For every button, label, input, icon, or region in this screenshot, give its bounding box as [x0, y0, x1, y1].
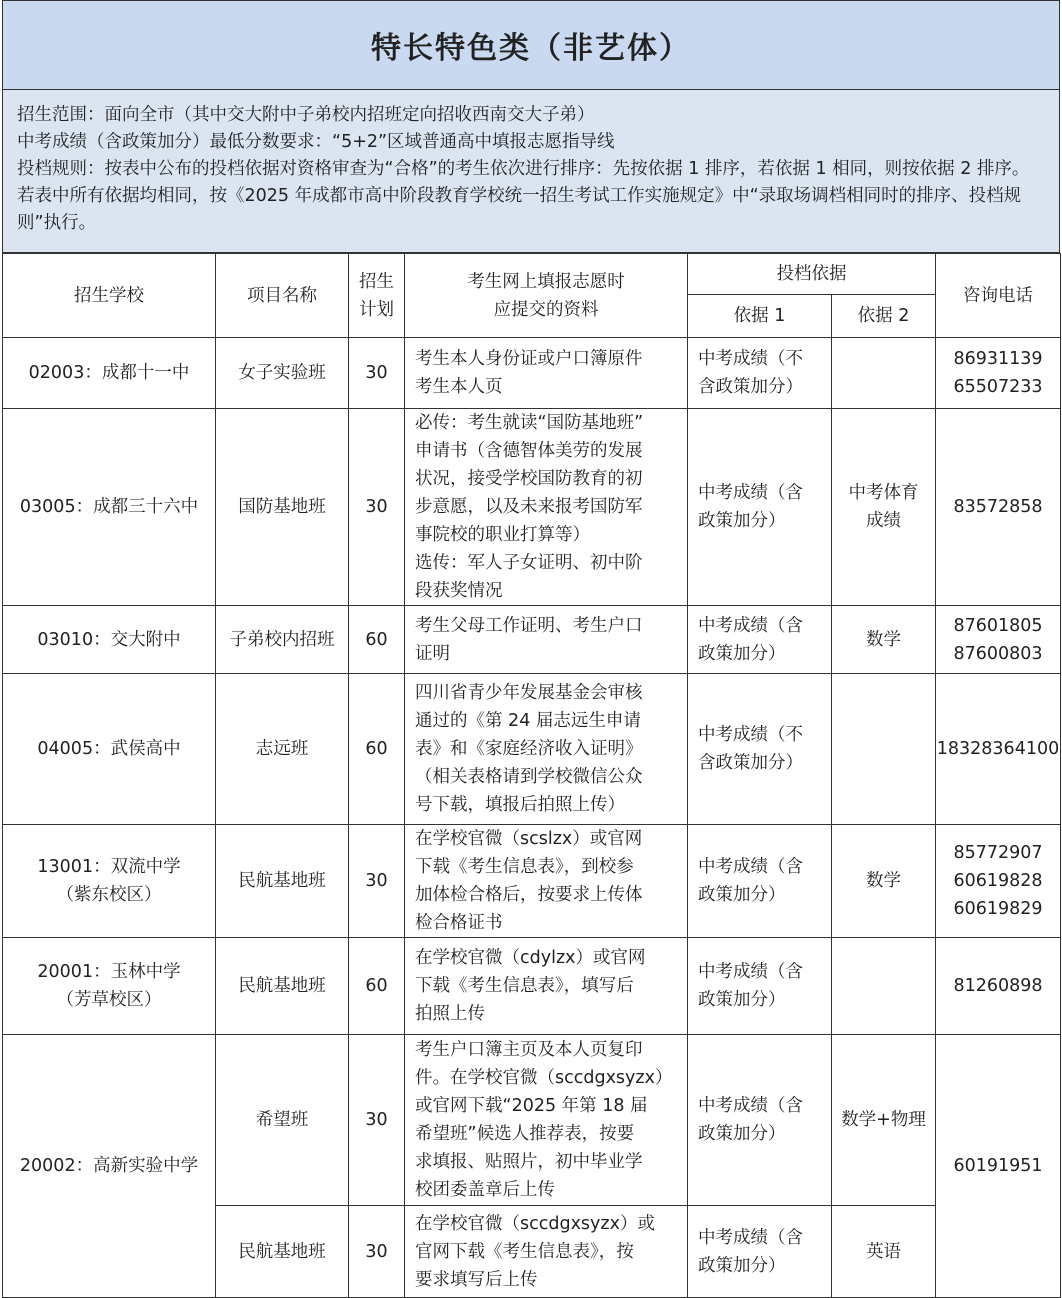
basis-line: 中考成绩（含 — [698, 1096, 803, 1116]
materials-line: 在学校官微（scslzx）或官网 — [415, 829, 643, 849]
header-school: 招生学校 — [3, 254, 216, 338]
materials-line: 在学校官微（sccdgxsyzx）或 — [415, 1213, 655, 1234]
basis-line: 政策加分） — [698, 1124, 786, 1144]
materials-line: 件。在学校官微（sccdgxsyzx） — [415, 1068, 673, 1088]
materials-line: 要求填写后上传 — [415, 1269, 538, 1290]
basis-line: 中考成绩（含 — [698, 615, 803, 636]
basis2-cell — [832, 938, 936, 1035]
school-line: （紫东校区） — [56, 885, 162, 905]
school-cell: 03005：成都三十六中 — [3, 409, 216, 606]
materials-line: 拍照上传 — [415, 1004, 485, 1024]
project-cell: 女子实验班 — [216, 338, 349, 409]
basis2-cell — [832, 338, 936, 409]
phone-number: 81260898 — [953, 976, 1043, 996]
school-line: 13001：双流中学 — [37, 857, 181, 877]
project-cell: 子弟校内招班 — [216, 606, 349, 674]
header-basis1: 依据 1 — [688, 295, 832, 338]
plan-cell: 60 — [349, 938, 405, 1035]
plan-cell: 60 — [349, 606, 405, 674]
materials-cell — [405, 825, 688, 938]
plan-cell: 30 — [349, 1035, 405, 1206]
materials-line: 证明 — [415, 643, 450, 664]
phone-number: 86931139 — [953, 349, 1043, 369]
materials-cell — [405, 938, 688, 1035]
materials-line: 下载《考生信息表》，填写后 — [415, 976, 634, 996]
phone-number: 60619828 — [953, 871, 1043, 891]
materials-line: 考生本人身份证或户口簿原件 — [415, 349, 643, 369]
phone-cell — [936, 825, 1061, 938]
document — [2, 0, 1060, 1298]
materials-cell — [405, 338, 688, 409]
header-basis: 投档依据 — [688, 254, 936, 295]
materials-line: 官网下载《考生信息表》，按 — [415, 1241, 634, 1262]
plan-cell: 30 — [349, 825, 405, 938]
materials-line: 必传：考生就读“国防基地班” — [415, 413, 644, 433]
basis-line: 中考成绩（含 — [698, 857, 803, 877]
header-plan-line: 招生 — [359, 271, 394, 292]
basis2-cell — [832, 674, 936, 825]
school-cell: 20002：高新实验中学 — [3, 1035, 216, 1298]
basis2-cell — [832, 825, 936, 938]
school-cell: 04005：武侯高中 — [3, 674, 216, 825]
project-cell: 希望班 — [216, 1035, 349, 1206]
materials-line: 状况，接受学校国防教育的初 — [415, 469, 643, 489]
table-row — [3, 825, 1061, 938]
basis2-cell — [832, 606, 936, 674]
plan-cell: 60 — [349, 674, 405, 825]
phone-cell — [936, 606, 1061, 674]
basis-line: 数学 — [866, 629, 901, 650]
header-basis2: 依据 2 — [832, 295, 936, 338]
project-cell: 国防基地班 — [216, 409, 349, 606]
plan-cell: 30 — [349, 338, 405, 409]
materials-line: 加体检合格后，按要求上传体 — [415, 885, 643, 905]
basis-line: 英语 — [866, 1241, 901, 1262]
materials-cell — [405, 1206, 688, 1298]
header-plan — [349, 254, 405, 338]
table-row — [3, 1035, 1061, 1206]
phone-number: 85772907 — [953, 843, 1043, 863]
info-box — [2, 90, 1060, 253]
table-row — [3, 338, 1061, 409]
phone-number: 87601805 — [953, 615, 1043, 636]
project-cell: 民航基地班 — [216, 938, 349, 1035]
basis-line: 政策加分） — [698, 1255, 786, 1276]
table-row — [3, 606, 1061, 674]
materials-line: 步意愿，以及未来报考国防军 — [415, 497, 643, 517]
materials-line: 通过的《第 24 届志远生申请 — [415, 711, 641, 731]
basis1-cell — [688, 606, 832, 674]
table-row — [3, 674, 1061, 825]
phone-number: 65507233 — [953, 377, 1043, 397]
materials-line: 检合格证书 — [415, 913, 503, 933]
materials-line: 考生户口簿主页及本人页复印 — [415, 1040, 643, 1060]
basis-line: 中考成绩（含 — [698, 1227, 803, 1248]
basis-line: 数学+物理 — [841, 1110, 926, 1130]
page-title: 特长特色类（非艺体） — [2, 0, 1060, 90]
basis2-cell — [832, 409, 936, 606]
plan-cell: 30 — [349, 409, 405, 606]
phone-number: 87600803 — [953, 643, 1043, 664]
project-cell: 民航基地班 — [216, 1206, 349, 1298]
info-line-score: 中考成绩（含政策加分）最低分数要求：“5+2”区域普通高中填报志愿指导线 — [17, 132, 615, 152]
materials-line: 表》和《家庭经济收入证明》 — [415, 739, 643, 759]
basis1-cell — [688, 825, 832, 938]
basis-line: 中考成绩（不 — [698, 725, 803, 745]
materials-line: （相关表格请到学校微信公众 — [415, 767, 643, 787]
project-cell: 志远班 — [216, 674, 349, 825]
basis-line: 政策加分） — [698, 885, 786, 905]
materials-line: 考生本人页 — [415, 377, 503, 397]
table-row — [3, 938, 1061, 1035]
basis1-cell — [688, 338, 832, 409]
basis-line: 含政策加分） — [698, 753, 803, 773]
phone-number: 60619829 — [953, 899, 1043, 919]
materials-cell — [405, 674, 688, 825]
phone-number: 83572858 — [953, 497, 1043, 517]
phone-cell — [936, 409, 1061, 606]
basis1-cell — [688, 1035, 832, 1206]
basis-line: 中考成绩（含 — [698, 483, 803, 503]
materials-cell — [405, 606, 688, 674]
school-cell — [3, 938, 216, 1035]
materials-line: 事院校的职业打算等） — [415, 525, 590, 545]
school-line: （芳草校区） — [56, 990, 162, 1010]
header-row — [3, 254, 1061, 295]
school-cell — [3, 825, 216, 938]
basis-line: 政策加分） — [698, 990, 786, 1010]
project-cell: 民航基地班 — [216, 825, 349, 938]
header-materials-line: 考生网上填报志愿时 — [467, 271, 625, 292]
school-cell: 03010：交大附中 — [3, 606, 216, 674]
basis-line: 中考体育 — [848, 483, 919, 503]
plan-cell: 30 — [349, 1206, 405, 1298]
basis1-cell — [688, 409, 832, 606]
materials-line: 求填报、贴照片，初中毕业学 — [415, 1152, 643, 1172]
materials-line: 考生父母工作证明、考生户口 — [415, 615, 643, 636]
phone-cell — [936, 938, 1061, 1035]
basis1-cell — [688, 1206, 832, 1298]
phone-number: 18328364100 — [936, 739, 1060, 759]
basis-line: 中考成绩（不 — [698, 349, 803, 369]
materials-line: 校团委盖章后上传 — [415, 1180, 555, 1200]
info-line-scope: 招生范围：面向全市（其中交大附中子弟校内招班定向招收西南交大子弟） — [17, 105, 595, 125]
basis-line: 含政策加分） — [698, 377, 803, 397]
materials-line: 段获奖情况 — [415, 581, 503, 601]
materials-line: 申请书（含德智体美劳的发展 — [415, 441, 643, 461]
table-row — [3, 409, 1061, 606]
phone-cell — [936, 338, 1061, 409]
materials-line: 或官网下载“2025 年第 18 届 — [415, 1096, 648, 1116]
basis2-cell — [832, 1206, 936, 1298]
materials-cell — [405, 409, 688, 606]
header-plan-line: 计划 — [359, 299, 394, 320]
header-materials-line: 应提交的资料 — [493, 299, 599, 320]
materials-line: 在学校官微（cdylzx）或官网 — [415, 948, 646, 968]
phone-cell — [936, 674, 1061, 825]
phone-number: 60191951 — [953, 1156, 1043, 1176]
basis1-cell — [688, 674, 832, 825]
header-materials — [405, 254, 688, 338]
admission-table — [2, 253, 1061, 1298]
basis-line: 数学 — [866, 871, 901, 891]
materials-line: 希望班”候选人推荐表，按要 — [415, 1124, 635, 1144]
school-line: 20001：玉林中学 — [37, 962, 181, 982]
school-cell: 02003：成都十一中 — [3, 338, 216, 409]
basis2-cell — [832, 1035, 936, 1206]
basis-line: 政策加分） — [698, 511, 786, 531]
basis-line: 中考成绩（含 — [698, 962, 803, 982]
materials-line: 四川省青少年发展基金会审核 — [415, 683, 643, 703]
phone-cell — [936, 1035, 1061, 1298]
header-project: 项目名称 — [216, 254, 349, 338]
basis-line: 成绩 — [866, 511, 901, 531]
header-phone: 咨询电话 — [936, 254, 1061, 338]
basis1-cell — [688, 938, 832, 1035]
materials-line: 号下载，填报后拍照上传） — [415, 795, 625, 815]
materials-cell — [405, 1035, 688, 1206]
info-line-rules: 投档规则：按表中公布的投档依据对资格审查为“合格”的考生依次进行排序：先按依据 1 排序，若依据 1 相同，则按依据 2 排序。若表中所有依据均相同，按《2025 年成都市高中阶段教育学校统一招生考试工作实施规定》中“录取场调档相同时的排序、投档规则”执行。 — [17, 159, 1030, 233]
materials-line: 下载《考生信息表》，到校参 — [415, 857, 634, 877]
materials-line: 选传：军人子女证明、初中阶 — [415, 553, 643, 573]
basis-line: 政策加分） — [698, 643, 786, 664]
